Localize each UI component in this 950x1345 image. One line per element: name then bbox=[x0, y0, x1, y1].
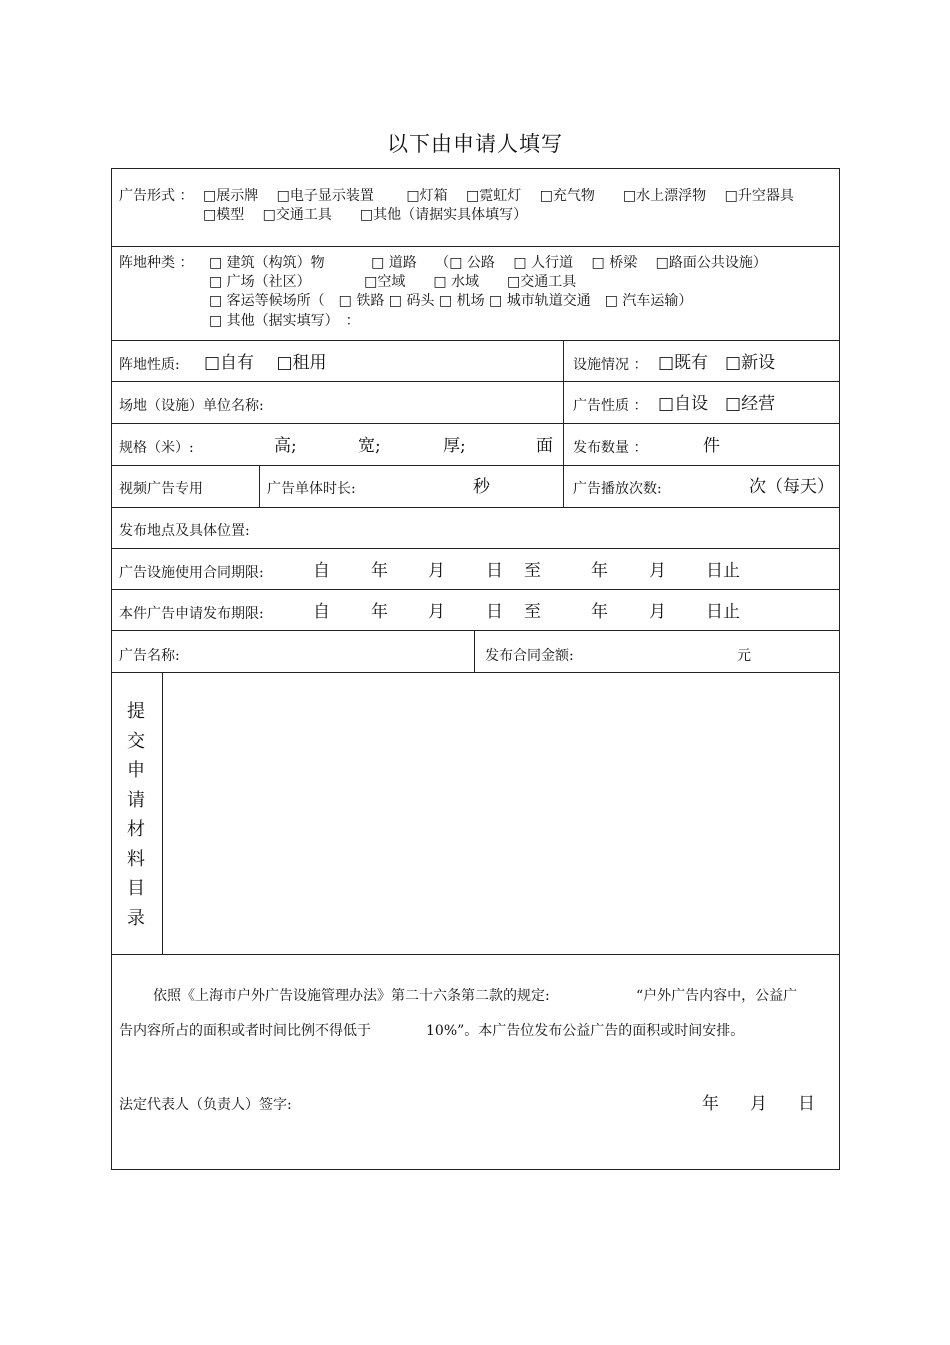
divider bbox=[162, 672, 163, 954]
spec-width: 宽; bbox=[358, 436, 381, 456]
materials-list-area[interactable] bbox=[164, 674, 838, 953]
divider bbox=[474, 630, 475, 672]
signature-year: 年 bbox=[702, 1094, 719, 1114]
apply-period-end: 日止 bbox=[706, 602, 740, 622]
ad-form-label: 广告形式 ： bbox=[119, 188, 194, 204]
site-nature-label: 阵地性质: bbox=[119, 357, 180, 373]
contract-period-from: 自 bbox=[313, 561, 330, 581]
site-type-options-row3[interactable]: □ 客运等候场所（ □ 铁路 □ 码头 □ 机场 □ 城市轨道交通 □ 汽车运输） bbox=[209, 293, 693, 309]
statement-line1b: “户外广告内容中，公益广 bbox=[636, 988, 798, 1004]
video-plays-unit: 次（每天） bbox=[749, 477, 834, 497]
divider bbox=[112, 507, 839, 508]
signature-month: 月 bbox=[750, 1094, 767, 1114]
materials-label-vertical: 提 交 申 请 材 料 目 录 bbox=[127, 701, 145, 929]
ad-nature-options[interactable]: □自设 □经营 bbox=[658, 394, 776, 414]
statement-line2b: 10%”。本广告位发布公益广告的面积或时间安排。 bbox=[426, 1023, 745, 1039]
divider bbox=[112, 465, 839, 466]
quantity-unit: 件 bbox=[703, 436, 720, 456]
contract-amount-unit: 元 bbox=[737, 648, 751, 664]
video-label: 视频广告专用 bbox=[119, 481, 203, 497]
site-type-label: 阵地种类 ： bbox=[119, 255, 194, 271]
ad-name-label: 广告名称: bbox=[119, 648, 180, 664]
divider bbox=[112, 246, 839, 247]
contract-period-year1: 年 bbox=[371, 561, 388, 581]
spec-area: 面 bbox=[536, 436, 553, 456]
signature-label: 法定代表人（负责人）签字: bbox=[119, 1097, 292, 1113]
apply-period-month2: 月 bbox=[649, 602, 666, 622]
ad-nature-label: 广告性质 ： bbox=[573, 398, 648, 414]
contract-period-day1: 日 bbox=[486, 561, 503, 581]
unit-name-label: 场地（设施）单位名称: bbox=[119, 398, 264, 414]
contract-period-to: 至 bbox=[524, 561, 541, 581]
video-plays-label: 广告播放次数: bbox=[573, 481, 662, 497]
divider bbox=[112, 340, 839, 341]
site-nature-options[interactable]: □自有 □租用 bbox=[204, 353, 327, 373]
statement-line2a: 告内容所占的面积或者时间比例不得低于 bbox=[119, 1023, 371, 1039]
contract-period-month1: 月 bbox=[428, 561, 445, 581]
apply-period-year2: 年 bbox=[591, 602, 608, 622]
divider bbox=[112, 672, 839, 673]
divider bbox=[112, 954, 839, 955]
divider bbox=[259, 465, 260, 507]
quantity-label: 发布数量 ： bbox=[573, 440, 648, 456]
ad-form-options-row2[interactable]: □模型 □交通工具 □其他（请据实具体填写） bbox=[203, 207, 528, 223]
contract-period-label: 广告设施使用合同期限: bbox=[119, 565, 264, 581]
facility-status-options[interactable]: □既有 □新设 bbox=[658, 353, 776, 373]
contract-period-month2: 月 bbox=[649, 561, 666, 581]
facility-status-label: 设施情况 ： bbox=[573, 357, 648, 373]
location-label: 发布地点及具体位置: bbox=[119, 523, 250, 539]
spec-thickness: 厚; bbox=[443, 436, 466, 456]
divider bbox=[112, 423, 839, 424]
spec-label: 规格（米）: bbox=[119, 440, 194, 456]
apply-period-label: 本件广告申请发布期限: bbox=[119, 606, 264, 622]
spec-height: 高; bbox=[274, 436, 297, 456]
divider bbox=[112, 589, 839, 590]
statement-line1a: 依照《上海市户外广告设施管理办法》第二十六条第二款的规定: bbox=[153, 988, 550, 1004]
site-type-options-row1[interactable]: □ 建筑（构筑）物 □ 道路 （□ 公路 □ 人行道 □ 桥梁 □路面公共设施） bbox=[209, 255, 767, 271]
apply-period-from: 自 bbox=[313, 602, 330, 622]
apply-period-month1: 月 bbox=[428, 602, 445, 622]
apply-period-to: 至 bbox=[524, 602, 541, 622]
ad-form-options-row1[interactable]: □展示牌 □电子显示装置 □灯箱 □霓虹灯 □充气物 □水上漂浮物 □升空器具 bbox=[203, 188, 794, 204]
video-duration-unit: 秒 bbox=[473, 477, 490, 497]
apply-period-year1: 年 bbox=[371, 602, 388, 622]
divider bbox=[112, 381, 839, 382]
divider bbox=[112, 630, 839, 631]
site-type-options-row2[interactable]: □ 广场（社区） □空域 □ 水域 □交通工具 bbox=[209, 274, 577, 290]
contract-amount-label: 发布合同金额: bbox=[485, 648, 574, 664]
contract-period-year2: 年 bbox=[591, 561, 608, 581]
apply-period-day1: 日 bbox=[486, 602, 503, 622]
signature-day: 日 bbox=[798, 1094, 815, 1114]
divider bbox=[112, 548, 839, 549]
page-title: 以下由申请人填写 bbox=[387, 132, 563, 156]
site-type-options-row4[interactable]: □ 其他（据实填写） ： bbox=[209, 313, 360, 329]
application-form bbox=[111, 168, 840, 1170]
video-duration-label: 广告单体时长: bbox=[267, 481, 356, 497]
contract-period-end: 日止 bbox=[706, 561, 740, 581]
